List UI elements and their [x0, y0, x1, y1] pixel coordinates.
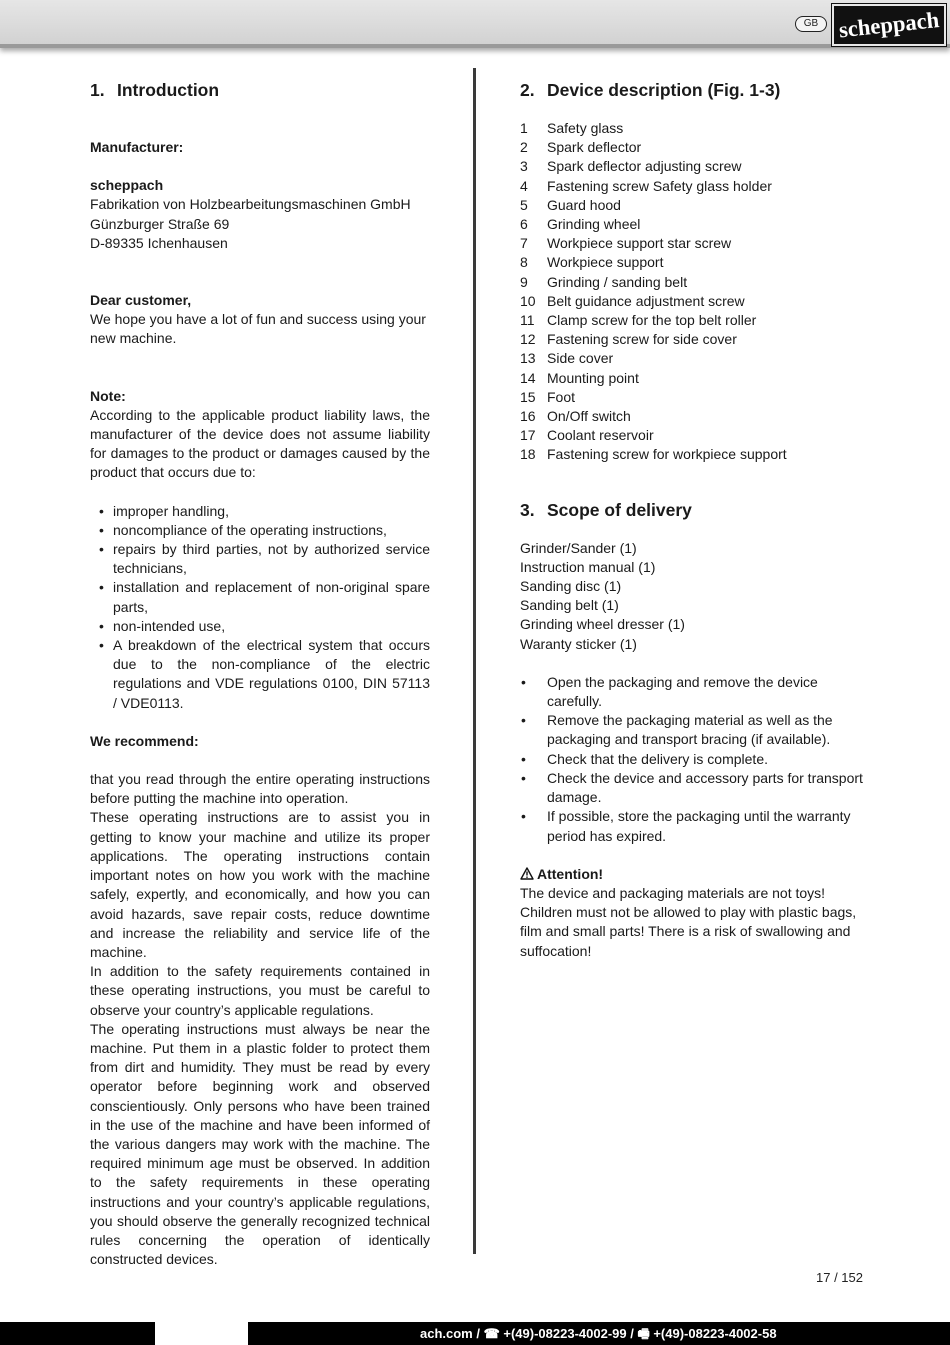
- part-item: 15 Foot: [520, 388, 576, 405]
- part-item: 16 On/Off switch: [520, 408, 631, 425]
- part-item: 6 Grinding wheel: [520, 216, 641, 233]
- list-item: • Check the device and accessory parts for transport damage.: [521, 769, 863, 806]
- scope-item: Sanding belt (1): [520, 597, 619, 614]
- part-item: 7 Workpiece support star screw: [520, 235, 732, 252]
- list-item: • improper handling,: [99, 502, 229, 519]
- parts-list: [520, 119, 865, 465]
- list-item: • If possible, store the packaging until the warranty period has expired.: [521, 808, 851, 844]
- warning-icon: [520, 867, 534, 880]
- scope-item: Grinder/Sander (1): [520, 539, 637, 556]
- greeting: Dear customer,: [90, 292, 192, 309]
- section-number: 3.: [520, 499, 535, 520]
- part-item: 12 Fastening screw for side cover: [520, 331, 737, 348]
- recommend-paragraph: These operating instructions are to assist you in getting to know your machine and utilize its proper applications. The operating instructions contain important notes on how you work with the machine safely, expertly, and economically, and how you can avoid hazards, save repair costs, reduce downtime and increase the reliability and service life of the machine.: [90, 809, 430, 960]
- part-item: 11 Clamp screw for the top belt roller: [520, 312, 757, 329]
- recommend-label: We recommend:: [90, 732, 199, 749]
- address-line: D-89335 Ichenhausen: [90, 234, 228, 251]
- section-title: Device description (Fig. 1-3): [547, 80, 781, 100]
- unpacking-list: [520, 673, 865, 846]
- part-item: 10 Belt guidance adjustment screw: [520, 292, 745, 309]
- section-number: 2.: [520, 80, 535, 100]
- column-divider: [473, 68, 476, 1254]
- part-item: 17 Coolant reservoir: [520, 427, 654, 444]
- scope-item: Sanding disc (1): [520, 578, 622, 595]
- scope-of-delivery-heading: [520, 498, 865, 522]
- liability-list: [90, 502, 430, 713]
- list-item: • repairs by third parties, not by authorized service technicians,: [99, 541, 430, 577]
- part-item: 3 Spark deflector adjusting screw: [520, 158, 742, 175]
- footer-gap: [155, 1322, 248, 1345]
- greeting-text: We hope you have a lot of fun and success using your new machine.: [90, 311, 426, 347]
- part-item: 18 Fastening screw for workpiece support: [520, 446, 787, 463]
- list-item: • installation and replacement of non-original spare parts,: [99, 579, 430, 615]
- list-item: • Remove the packaging material as well as the packaging and transport bracing (if available).: [521, 712, 833, 748]
- address-line: Fabrikation von Holzbearbeitungsmaschinen GmbH: [90, 196, 411, 213]
- scope-item: Grinding wheel dresser (1): [520, 616, 685, 633]
- part-item: 5 Guard hood: [520, 196, 621, 213]
- brand-logo-text: scheppach: [837, 7, 941, 43]
- note-label: Note:: [90, 387, 126, 404]
- footer-contact: ach.com / ☎ +(49)-08223-4002-99 / 🖷 +(49)-08223-4002-58: [420, 1326, 777, 1341]
- introduction-heading: [90, 78, 430, 102]
- brand-logo: [832, 4, 946, 46]
- part-item: 13 Side cover: [520, 350, 614, 367]
- brand-logo-graphic: [834, 6, 944, 44]
- attention-text: The device and packaging materials are not toys! Children must not be allowed to play with plastic bags, film and small parts! There is a risk of swallowing and suffocation!: [520, 884, 857, 959]
- recommend-paragraph: The operating instructions must always be near the machine. Put them in a plastic folder to protect them from dirt and humidity. They must be read by every operator before beginning work and observed conscientiously. Only persons who have been trained in the use of the machine and have been informed of the various dangers may work with the machine. The required minimum age must be observed. In addition to the safety requirements in these operating instructions and your country’s applicable regulations, you should observe the generally recognized technical rules concerning the operation of identically constructed devices.: [90, 1020, 430, 1268]
- left-column: [90, 78, 430, 1269]
- address-line: Günzburger Straße 69: [90, 215, 230, 232]
- header-band: [0, 0, 950, 48]
- list-item: • Open the packaging and remove the device carefully.: [521, 673, 818, 710]
- part-item: 14 Mounting point: [520, 369, 639, 386]
- part-item: 2 Spark deflector: [520, 139, 642, 156]
- list-item: • noncompliance of the operating instructions,: [99, 521, 387, 538]
- company-name: scheppach: [90, 177, 164, 194]
- section-title: Introduction: [117, 80, 220, 100]
- scope-items: [520, 539, 865, 654]
- section-title: Scope of delivery: [547, 499, 692, 520]
- list-item: • non-intended use,: [99, 617, 226, 634]
- language-badge: GB: [795, 16, 827, 32]
- scope-item: Instruction manual (1): [520, 558, 656, 575]
- recommend-paragraph: In addition to the safety requirements contained in these operating instructions, you must be careful to observe your country’s applicable regulations.: [90, 963, 430, 1018]
- device-description-heading: [520, 78, 865, 102]
- part-item: 1 Safety glass: [520, 120, 624, 136]
- part-item: 4 Fastening screw Safety glass holder: [520, 177, 772, 194]
- note-text: According to the applicable product liability laws, the manufacturer of the device does not assume liability for damages to the product or damages caused by the product that occurs due to:: [90, 406, 430, 481]
- attention-heading: [520, 865, 865, 884]
- right-column: [520, 78, 865, 961]
- list-item: • A breakdown of the electrical system that occurs due to the non-compliance of the electric regulations and VDE regulations 0100, DIN 57113 / VDE0113.: [99, 637, 430, 711]
- part-item: 8 Workpiece support: [520, 254, 664, 271]
- scope-item: Waranty sticker (1): [520, 635, 637, 652]
- page-number: 17 / 152: [816, 1270, 863, 1285]
- attention-label: Attention!: [537, 865, 604, 882]
- recommend-paragraph: that you read through the entire operating instructions before putting the machine into operation.: [90, 771, 430, 807]
- section-number: 1.: [90, 80, 105, 100]
- part-item: 9 Grinding / sanding belt: [520, 273, 688, 290]
- manufacturer-label: Manufacturer:: [90, 139, 184, 155]
- list-item: • Check that the delivery is complete.: [521, 750, 768, 767]
